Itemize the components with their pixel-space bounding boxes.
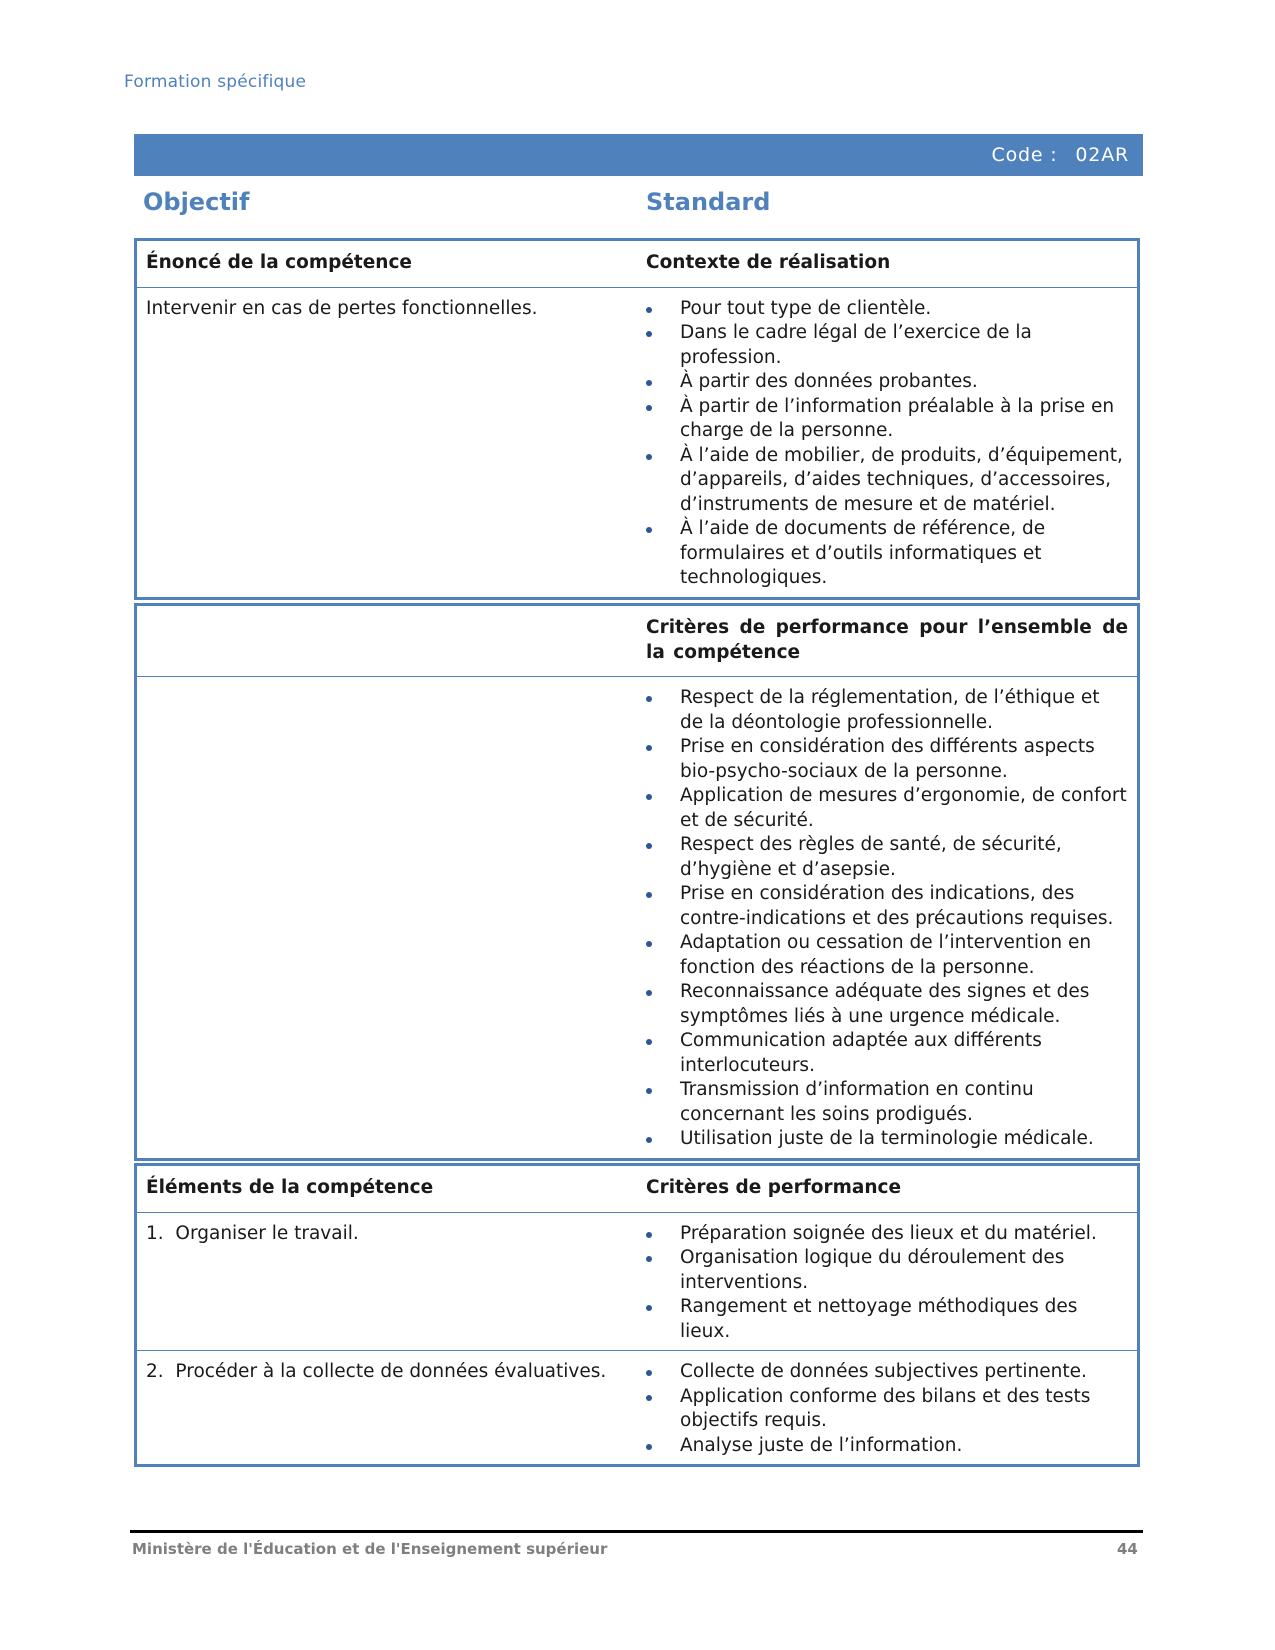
statement-heading: Énoncé de la compétence [146, 252, 412, 273]
bullet-icon [646, 380, 652, 386]
list-item-text: Collecte de données subjectives pertinente. [680, 1361, 1087, 1382]
list-item-text: Reconnaissance adéquate des signes et des symptômes liés à une urgence médicale. [680, 981, 1090, 1027]
element-criteria-cell [637, 1351, 1137, 1464]
list-item-text: Transmission d’information en continu concernant les soins prodigués. [680, 1079, 1034, 1125]
elements-table [134, 1163, 1140, 1467]
element-label: 1. Organiser le travail. [146, 1222, 359, 1244]
list-item [646, 517, 1128, 591]
bullet-icon [646, 1370, 652, 1376]
global-criteria-table [134, 603, 1140, 1161]
element-criteria-cell [637, 1213, 1137, 1351]
bullet-icon [646, 1395, 652, 1401]
list-item-text: Préparation soignée des lieux et du matériel. [680, 1222, 1097, 1244]
bullet-icon [646, 1137, 652, 1143]
empty-heading [137, 606, 637, 676]
bullet-icon [646, 527, 652, 533]
heading-standard: Standard [646, 188, 771, 216]
bullet-icon [646, 1444, 652, 1450]
bullet-icon [646, 1088, 652, 1094]
bullet-icon [646, 794, 652, 800]
bullet-icon [646, 1256, 652, 1262]
bullet-icon [646, 1305, 652, 1311]
list-item [646, 1127, 1128, 1152]
empty-cell [137, 677, 637, 1158]
list-item-text: À partir de l’information préalable à la prise en charge de la personne. [680, 395, 1115, 441]
table-row [137, 676, 1137, 1158]
list-item [646, 444, 1128, 518]
list-item [646, 980, 1128, 1029]
footer-ministry: Ministère de l'Éducation et de l'Enseignement supérieur [132, 1540, 608, 1558]
global-criteria-list [646, 686, 1128, 1152]
list-item-text: Organisation logique du déroulement des interventions. [680, 1247, 1065, 1293]
list-item [646, 1295, 1128, 1344]
global-criteria-heading: Critères de performance pour l’ensemble de la compétence [646, 617, 1128, 663]
code-bar [134, 134, 1143, 176]
list-item [646, 1360, 1128, 1385]
elements-heading: Éléments de la compétence [146, 1177, 434, 1198]
table-row [137, 287, 1137, 597]
page-number: 44 [1117, 1540, 1138, 1558]
list-item [646, 833, 1128, 882]
list-item-text: Analyse juste de l’information. [680, 1434, 963, 1456]
list-item-text: Application conforme des bilans et des tests objectifs requis. [680, 1385, 1091, 1431]
table-header-row [137, 241, 1137, 287]
list-item-text: Prise en considération des différents aspects bio-psycho-sociaux de la personne. [680, 736, 1095, 782]
list-item-text: Utilisation juste de la terminologie médicale. [680, 1128, 1094, 1149]
list-item-text: Respect de la réglementation, de l’éthique et de la déontologie professionnelle. [680, 687, 1100, 733]
bullet-icon [646, 941, 652, 947]
table-header-row [137, 606, 1137, 676]
footer-rule [130, 1530, 1143, 1533]
competence-statement: Intervenir en cas de pertes fonctionnelles. [146, 297, 538, 319]
list-item [646, 735, 1128, 784]
list-item-text: Prise en considération des indications, des contre-indications et des précautions requises. [680, 883, 1114, 929]
list-item-text: Dans le cadre légal de l’exercice de la profession. [680, 322, 1032, 368]
list-item-text: Rangement et nettoyage méthodiques des lieux. [680, 1296, 1078, 1342]
list-item [646, 1029, 1128, 1078]
list-item [646, 1385, 1128, 1434]
running-head: Formation spécifique [124, 72, 307, 92]
list-item-text: Communication adaptée aux différents interlocuteurs. [680, 1030, 1042, 1076]
competence-statement-table [134, 238, 1140, 600]
element-criteria-list [646, 1360, 1128, 1458]
list-item-text: Respect des règles de santé, de sécurité, d’hygiène et d’asepsie. [680, 834, 1062, 880]
code-value: 02AR [1075, 144, 1129, 166]
bullet-icon [646, 745, 652, 751]
list-item [646, 321, 1128, 370]
table-row [137, 1350, 1137, 1464]
list-item [646, 784, 1128, 833]
list-item [646, 1078, 1128, 1127]
list-item [646, 395, 1128, 444]
bullet-icon [646, 892, 652, 898]
bullet-icon [646, 843, 652, 849]
list-item [646, 370, 1128, 395]
list-item [646, 297, 1128, 322]
bullet-icon [646, 331, 652, 337]
list-item [646, 931, 1128, 980]
code-label: Code : [991, 144, 1058, 166]
bullet-icon [646, 1232, 652, 1238]
list-item-text: À l’aide de mobilier, de produits, d’équipement, d’appareils, d’aides techniques, d’accessoires, d’instruments de mesure et de matériel. [680, 444, 1123, 515]
list-item [646, 1246, 1128, 1295]
bullet-icon [646, 307, 652, 313]
list-item [646, 1434, 1128, 1459]
column-headings [134, 188, 1143, 228]
list-item-text: Application de mesures d’ergonomie, de confort et de sécurité. [680, 785, 1127, 831]
list-item [646, 1222, 1128, 1247]
bullet-icon [646, 1039, 652, 1045]
heading-objectif: Objectif [143, 188, 250, 216]
list-item-text: À partir des données probantes. [680, 371, 978, 392]
context-cell [637, 288, 1137, 597]
element-criteria-list [646, 1222, 1128, 1345]
bullet-icon [646, 405, 652, 411]
bullet-icon [646, 990, 652, 996]
context-heading: Contexte de réalisation [646, 252, 891, 273]
list-item [646, 686, 1128, 735]
performance-criteria-heading: Critères de performance [646, 1177, 902, 1198]
table-header-row [137, 1166, 1137, 1212]
global-criteria-cell [637, 677, 1137, 1158]
list-item-text: Pour tout type de clientèle. [680, 297, 932, 319]
list-item-text: Adaptation ou cessation de l’intervention en fonction des réactions de la personne. [680, 932, 1092, 978]
list-item [646, 882, 1128, 931]
bullet-icon [646, 696, 652, 702]
list-item-text: À l’aide de documents de référence, de formulaires et d’outils informatiques et technologiques. [680, 518, 1046, 588]
element-label: 2. Procéder à la collecte de données évaluatives. [146, 1361, 607, 1382]
context-list [646, 297, 1128, 591]
table-row [137, 1212, 1137, 1351]
bullet-icon [646, 454, 652, 460]
